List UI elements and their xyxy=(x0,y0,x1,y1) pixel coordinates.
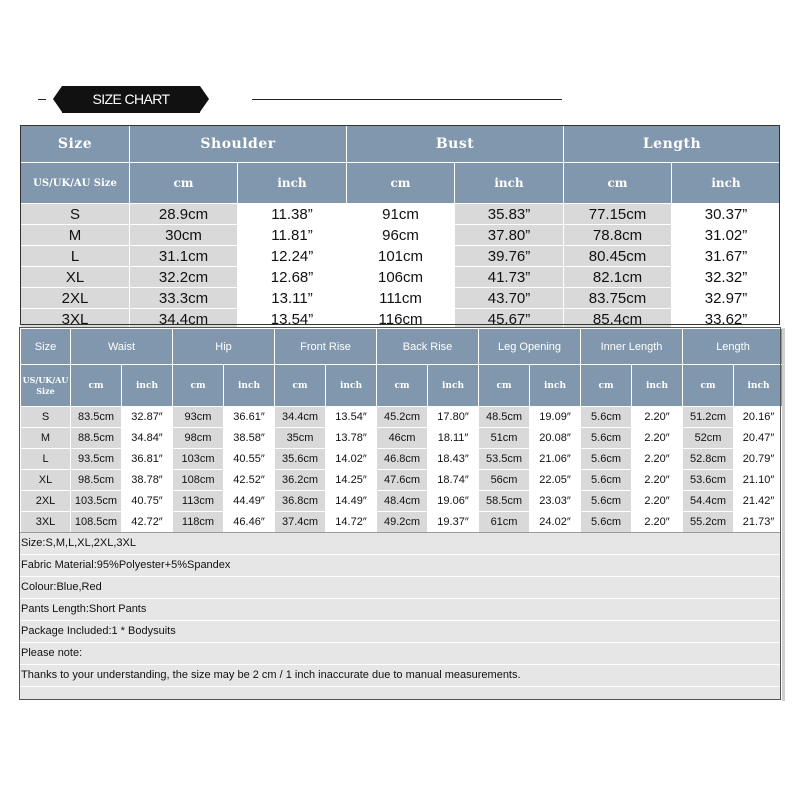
measurement-cell: 93cm xyxy=(173,407,224,428)
measurement-cell: 2.20″ xyxy=(632,407,683,428)
measurement-cell: 11.81” xyxy=(238,225,347,246)
measurement-cell: 80.45cm xyxy=(564,246,672,267)
top-header-shoulder: Shoulder xyxy=(130,126,347,163)
measurement-cell: 13.78″ xyxy=(326,428,377,449)
measurement-cell: 31.1cm xyxy=(130,246,238,267)
measurement-cell: 88.5cm xyxy=(71,428,122,449)
measurement-cell: 17.80″ xyxy=(428,407,479,428)
bottom-unit-header: cm xyxy=(479,365,530,407)
bottom-header-size: Size xyxy=(21,329,71,365)
bottom-header-inner-length: Inner Length xyxy=(581,329,683,365)
measurement-cell: 18.11″ xyxy=(428,428,479,449)
measurement-cell: 103.5cm xyxy=(71,491,122,512)
bottom-unit-header: inch xyxy=(326,365,377,407)
measurement-cell: 13.54” xyxy=(238,309,347,330)
size-label: L xyxy=(21,449,71,470)
measurement-cell: 21.10″ xyxy=(734,470,784,491)
measurement-cell: 48.4cm xyxy=(377,491,428,512)
measurement-cell: 23.03″ xyxy=(530,491,581,512)
size-label: 3XL xyxy=(21,512,71,533)
measurement-cell: 54.4cm xyxy=(683,491,734,512)
measurement-cell: 19.37″ xyxy=(428,512,479,533)
table-row xyxy=(21,491,784,512)
measurement-cell: 48.5cm xyxy=(479,407,530,428)
bottom-header-back-rise: Back Rise xyxy=(377,329,479,365)
measurement-cell: 2.20″ xyxy=(632,449,683,470)
bottom-header-waist: Waist xyxy=(71,329,173,365)
measurement-cell: 82.1cm xyxy=(564,267,672,288)
top-unit-header: inch xyxy=(672,163,781,204)
top-header-length: Length xyxy=(564,126,781,163)
measurement-cell: 106cm xyxy=(347,267,455,288)
bottom-unit-header: cm xyxy=(173,365,224,407)
bottom-unit-header: cm xyxy=(71,365,122,407)
measurement-cell: 118cm xyxy=(173,512,224,533)
bottom-unit-header: inch xyxy=(224,365,275,407)
table-row xyxy=(21,428,784,449)
top-unit-header: inch xyxy=(238,163,347,204)
table-row xyxy=(21,309,781,330)
bottom-header-hip: Hip xyxy=(173,329,275,365)
measurement-cell: 2.20″ xyxy=(632,428,683,449)
measurement-cell: 5.6cm xyxy=(581,491,632,512)
measurement-cell: 11.38” xyxy=(238,204,347,225)
measurement-cell: 36.2cm xyxy=(275,470,326,491)
bottom-size-subheader: US/UK/AU Size xyxy=(21,365,71,407)
measurement-cell: 37.4cm xyxy=(275,512,326,533)
measurement-cell: 38.58″ xyxy=(224,428,275,449)
measurement-cell: 43.70” xyxy=(455,288,564,309)
measurement-cell: 36.61″ xyxy=(224,407,275,428)
top-unit-header: inch xyxy=(455,163,564,204)
bottom-size-table xyxy=(20,328,784,533)
top-unit-header: cm xyxy=(564,163,672,204)
measurement-cell: 2.20″ xyxy=(632,470,683,491)
measurement-cell: 40.75″ xyxy=(122,491,173,512)
measurement-cell: 55.2cm xyxy=(683,512,734,533)
measurement-cell: 42.52″ xyxy=(224,470,275,491)
measurement-cell: 40.55″ xyxy=(224,449,275,470)
measurement-cell: 36.8cm xyxy=(275,491,326,512)
measurement-cell: 2.20″ xyxy=(632,512,683,533)
bottom-unit-header: inch xyxy=(632,365,683,407)
bottom-header-leg-opening: Leg Opening xyxy=(479,329,581,365)
banner-rule xyxy=(252,99,562,100)
measurement-cell: 31.02” xyxy=(672,225,781,246)
measurement-cell: 98.5cm xyxy=(71,470,122,491)
measurement-cell: 53.6cm xyxy=(683,470,734,491)
top-size-table xyxy=(20,125,781,330)
measurement-cell: 18.43″ xyxy=(428,449,479,470)
bottom-unit-header: inch xyxy=(530,365,581,407)
measurement-cell: 36.81″ xyxy=(122,449,173,470)
measurement-cell: 52cm xyxy=(683,428,734,449)
bottom-unit-header: cm xyxy=(377,365,428,407)
measurement-cell: 58.5cm xyxy=(479,491,530,512)
measurement-cell: 20.08″ xyxy=(530,428,581,449)
measurement-cell: 96cm xyxy=(347,225,455,246)
measurement-cell: 101cm xyxy=(347,246,455,267)
measurement-cell: 77.15cm xyxy=(564,204,672,225)
measurement-cell: 38.78″ xyxy=(122,470,173,491)
top-unit-header: cm xyxy=(130,163,238,204)
measurement-cell: 5.6cm xyxy=(581,470,632,491)
size-label: 2XL xyxy=(21,491,71,512)
measurement-cell: 49.2cm xyxy=(377,512,428,533)
measurement-cell: 35.6cm xyxy=(275,449,326,470)
measurement-cell: 45.67” xyxy=(455,309,564,330)
bottom-unit-header: inch xyxy=(122,365,173,407)
note-line: Pants Length:Short Pants xyxy=(20,599,780,621)
note-line: Colour:Blue,Red xyxy=(20,577,780,599)
measurement-cell: 35cm xyxy=(275,428,326,449)
measurement-cell: 103cm xyxy=(173,449,224,470)
measurement-cell: 56cm xyxy=(479,470,530,491)
measurement-cell: 31.67” xyxy=(672,246,781,267)
measurement-cell: 12.24” xyxy=(238,246,347,267)
measurement-cell: 108.5cm xyxy=(71,512,122,533)
measurement-cell: 93.5cm xyxy=(71,449,122,470)
measurement-cell: 24.02″ xyxy=(530,512,581,533)
measurement-cell: 21.73″ xyxy=(734,512,784,533)
size-label: S xyxy=(21,204,130,225)
measurement-cell: 13.11” xyxy=(238,288,347,309)
measurement-cell: 61cm xyxy=(479,512,530,533)
top-header-bust: Bust xyxy=(347,126,564,163)
measurement-cell: 111cm xyxy=(347,288,455,309)
table-row xyxy=(21,225,781,246)
measurement-cell: 32.2cm xyxy=(130,267,238,288)
note-line: Fabric Material:95%Polyester+5%Spandex xyxy=(20,555,780,577)
table-row xyxy=(21,204,781,225)
measurement-cell: 39.76” xyxy=(455,246,564,267)
measurement-cell: 30.37” xyxy=(672,204,781,225)
measurement-cell: 34.4cm xyxy=(275,407,326,428)
measurement-cell: 34.4cm xyxy=(130,309,238,330)
measurement-cell: 35.83” xyxy=(455,204,564,225)
measurement-cell: 108cm xyxy=(173,470,224,491)
measurement-cell: 47.6cm xyxy=(377,470,428,491)
measurement-cell: 30cm xyxy=(130,225,238,246)
size-label: L xyxy=(21,246,130,267)
size-label: M xyxy=(21,428,71,449)
table-row xyxy=(21,267,781,288)
size-label: XL xyxy=(21,470,71,491)
note-line: Size:S,M,L,XL,2XL,3XL xyxy=(20,533,780,555)
measurement-cell: 2.20″ xyxy=(632,491,683,512)
size-label: 3XL xyxy=(21,309,130,330)
measurement-cell: 32.97” xyxy=(672,288,781,309)
measurement-cell: 32.32” xyxy=(672,267,781,288)
measurement-cell: 34.84″ xyxy=(122,428,173,449)
measurement-cell: 21.06″ xyxy=(530,449,581,470)
measurement-cell: 21.42″ xyxy=(734,491,784,512)
measurement-cell: 14.25″ xyxy=(326,470,377,491)
bottom-unit-header: cm xyxy=(683,365,734,407)
bottom-unit-header: inch xyxy=(428,365,479,407)
table-row xyxy=(21,407,784,428)
measurement-cell: 14.02″ xyxy=(326,449,377,470)
measurement-cell: 42.72″ xyxy=(122,512,173,533)
measurement-cell: 98cm xyxy=(173,428,224,449)
table-row xyxy=(21,449,784,470)
top-size-subheader: US/UK/AU Size xyxy=(21,163,130,204)
measurement-cell: 52.8cm xyxy=(683,449,734,470)
note-line: Thanks to your understanding, the size may be 2 cm / 1 inch inaccurate due to manual measurements. xyxy=(20,665,780,687)
measurement-cell: 33.62” xyxy=(672,309,781,330)
banner-dash xyxy=(38,99,46,100)
bottom-unit-header: cm xyxy=(581,365,632,407)
measurement-cell: 5.6cm xyxy=(581,512,632,533)
table-row xyxy=(21,246,781,267)
table-row xyxy=(21,288,781,309)
measurement-cell: 19.09″ xyxy=(530,407,581,428)
measurement-cell: 41.73” xyxy=(455,267,564,288)
size-label: M xyxy=(21,225,130,246)
measurement-cell: 14.49″ xyxy=(326,491,377,512)
measurement-cell: 44.49″ xyxy=(224,491,275,512)
measurement-cell: 13.54″ xyxy=(326,407,377,428)
size-label: S xyxy=(21,407,71,428)
measurement-cell: 20.16″ xyxy=(734,407,784,428)
measurement-cell: 14.72″ xyxy=(326,512,377,533)
table-row xyxy=(21,512,784,533)
top-unit-header: cm xyxy=(347,163,455,204)
measurement-cell: 113cm xyxy=(173,491,224,512)
measurement-cell: 28.9cm xyxy=(130,204,238,225)
bottom-unit-header: inch xyxy=(734,365,784,407)
measurement-cell: 51cm xyxy=(479,428,530,449)
measurement-cell: 5.6cm xyxy=(581,407,632,428)
measurement-cell: 20.79″ xyxy=(734,449,784,470)
size-chart-title: SIZE CHART xyxy=(62,86,200,113)
size-chart-banner xyxy=(0,80,800,120)
top-header-size: Size xyxy=(21,126,130,163)
measurement-cell: 51.2cm xyxy=(683,407,734,428)
measurement-cell: 78.8cm xyxy=(564,225,672,246)
product-notes xyxy=(20,532,780,699)
measurement-cell: 5.6cm xyxy=(581,428,632,449)
measurement-cell: 5.6cm xyxy=(581,449,632,470)
size-label: 2XL xyxy=(21,288,130,309)
measurement-cell: 45.2cm xyxy=(377,407,428,428)
measurement-cell: 116cm xyxy=(347,309,455,330)
note-line: Package Included:1 * Bodysuits xyxy=(20,621,780,643)
measurement-cell: 53.5cm xyxy=(479,449,530,470)
measurement-cell: 91cm xyxy=(347,204,455,225)
bottom-header-length: Length xyxy=(683,329,784,365)
measurement-cell: 18.74″ xyxy=(428,470,479,491)
measurement-cell: 32.87″ xyxy=(122,407,173,428)
measurement-cell: 37.80” xyxy=(455,225,564,246)
measurement-cell: 20.47″ xyxy=(734,428,784,449)
measurement-cell: 33.3cm xyxy=(130,288,238,309)
bottom-unit-header: cm xyxy=(275,365,326,407)
table-row xyxy=(21,470,784,491)
measurement-cell: 83.75cm xyxy=(564,288,672,309)
measurement-cell: 83.5cm xyxy=(71,407,122,428)
measurement-cell: 12.68” xyxy=(238,267,347,288)
measurement-cell: 46.8cm xyxy=(377,449,428,470)
bottom-header-front-rise: Front Rise xyxy=(275,329,377,365)
measurement-cell: 85.4cm xyxy=(564,309,672,330)
measurement-cell: 46.46″ xyxy=(224,512,275,533)
measurement-cell: 19.06″ xyxy=(428,491,479,512)
note-line: Please note: xyxy=(20,643,780,665)
measurement-cell: 22.05″ xyxy=(530,470,581,491)
measurement-cell: 46cm xyxy=(377,428,428,449)
size-label: XL xyxy=(21,267,130,288)
